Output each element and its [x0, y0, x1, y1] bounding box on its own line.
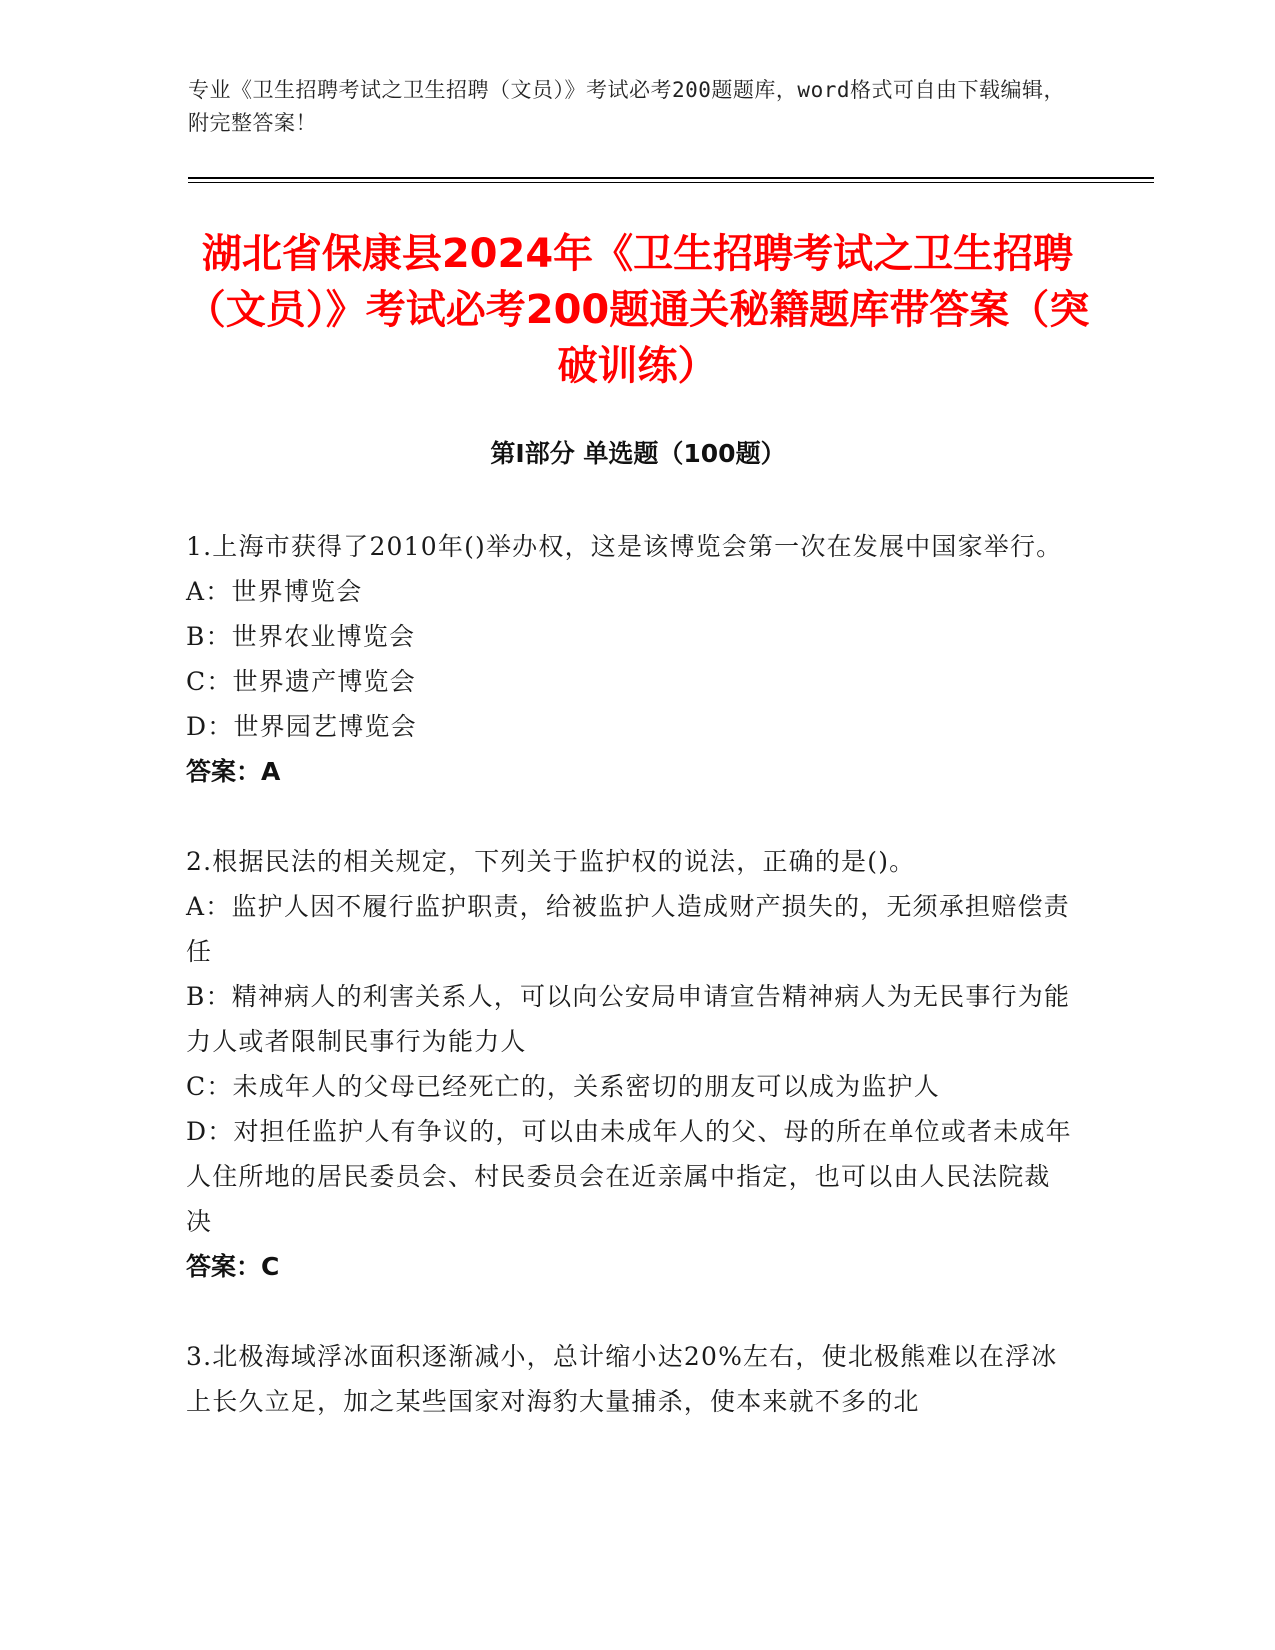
answer-line: 答案：C: [186, 1252, 280, 1281]
document-title: 湖北省保康县2024年《卫生招聘考试之卫生招聘（文员）》考试必考200题通关秘籍题库带答案（突破训练）: [185, 231, 1090, 389]
question-spacer: [186, 794, 1076, 839]
option-d: D：对担任监护人有争议的，可以由未成年人的父、母的所在单位或者未成年人住所地的居民委员会、村民委员会在近亲属中指定，也可以由人民法院裁决: [186, 1117, 1072, 1236]
option-c: C：世界遗产博览会: [186, 667, 416, 696]
header-note: 专业《卫生招聘考试之卫生招聘（文员）》考试必考200题题库，word格式可自由下载编辑，附完整答案！: [188, 78, 1065, 135]
header-divider-thin: [188, 182, 1154, 183]
answer-line: 答案：A: [186, 757, 281, 786]
section-heading: 第Ⅰ部分 单选题（100题）: [490, 439, 786, 468]
option-b: B：世界农业博览会: [186, 622, 416, 651]
question-list: [186, 524, 1076, 1424]
question-1: [186, 524, 1076, 794]
option-a: A：世界博览会: [186, 577, 363, 606]
question-3: [186, 1334, 1076, 1424]
option-c: C：未成年人的父母已经死亡的，关系密切的朋友可以成为监护人: [186, 1072, 940, 1101]
header-divider-thick: [188, 177, 1154, 179]
question-stem: 1.上海市获得了2010年()举办权，这是该博览会第一次在发展中国家举行。: [186, 532, 1063, 561]
option-b: B：精神病人的利害关系人，可以向公安局申请宣告精神病人为无民事行为能力人或者限制民事行为能力人: [186, 982, 1071, 1056]
question-stem: 2.根据民法的相关规定，下列关于监护权的说法，正确的是()。: [186, 847, 916, 876]
question-stem: 3.北极海域浮冰面积逐渐减小，总计缩小达20%左右，使北极熊难以在浮冰上长久立足，加之某些国家对海豹大量捕杀，使本来就不多的北: [186, 1342, 1058, 1416]
option-d: D：世界园艺博览会: [186, 712, 417, 741]
option-a: A：监护人因不履行监护职责，给被监护人造成财产损失的，无须承担赔偿责任: [186, 892, 1070, 966]
question-2: [186, 839, 1076, 1289]
question-spacer: [186, 1289, 1076, 1334]
